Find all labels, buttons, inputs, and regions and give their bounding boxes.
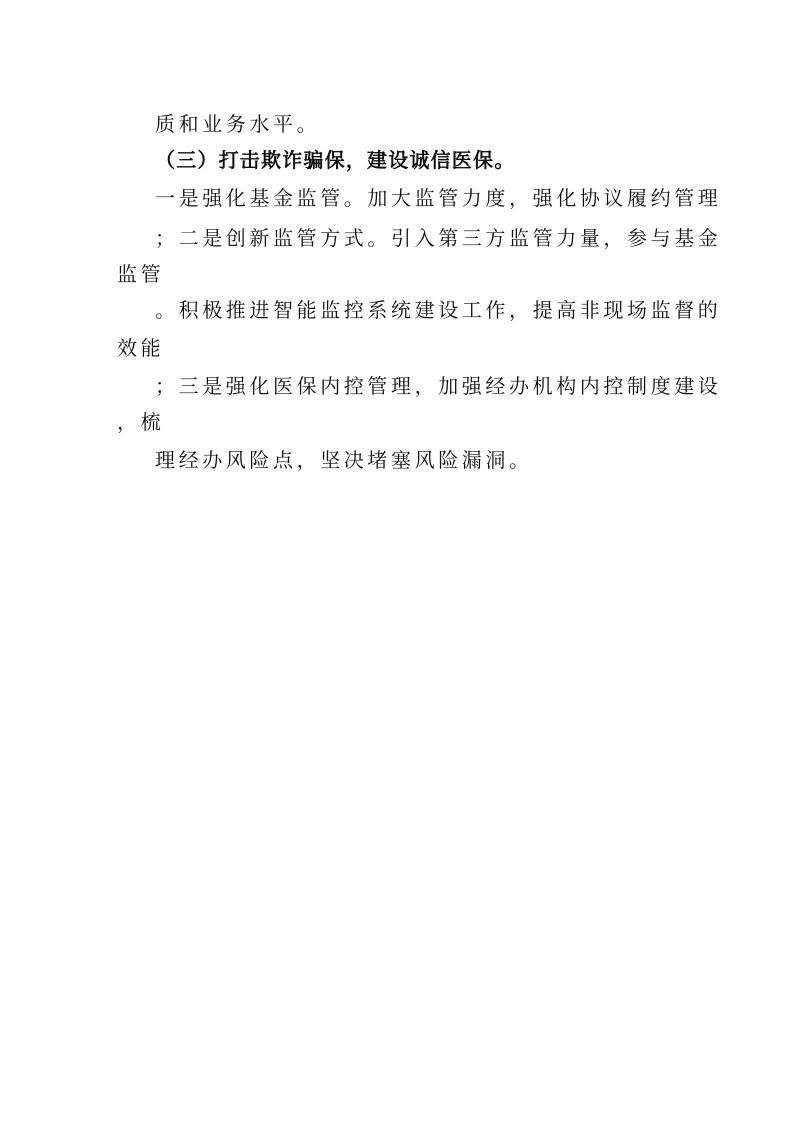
body-text-line: 。积极推进智能监控系统建设工作，提高非现场监督的 bbox=[155, 298, 722, 322]
body-text-line: ；二是创新监管方式。引入第三方监管力量，参与基金 bbox=[155, 226, 722, 250]
body-text-line: 理经办风险点，坚决堵塞风险漏洞。 bbox=[155, 448, 533, 472]
body-text-line: 效能 bbox=[117, 336, 165, 360]
body-text-line: 质和业务水平。 bbox=[155, 112, 321, 136]
body-text-line: ，梳 bbox=[117, 410, 165, 434]
body-text-line: 一是强化基金监管。加大监管力度，强化协议履约管理 bbox=[155, 186, 722, 210]
body-text-line: 监管 bbox=[117, 262, 165, 286]
body-text-line: ；三是强化医保内控管理，加强经办机构内控制度建设 bbox=[155, 374, 722, 398]
section-heading: （三）打击欺诈骗保，建设诚信医保。 bbox=[155, 148, 516, 172]
